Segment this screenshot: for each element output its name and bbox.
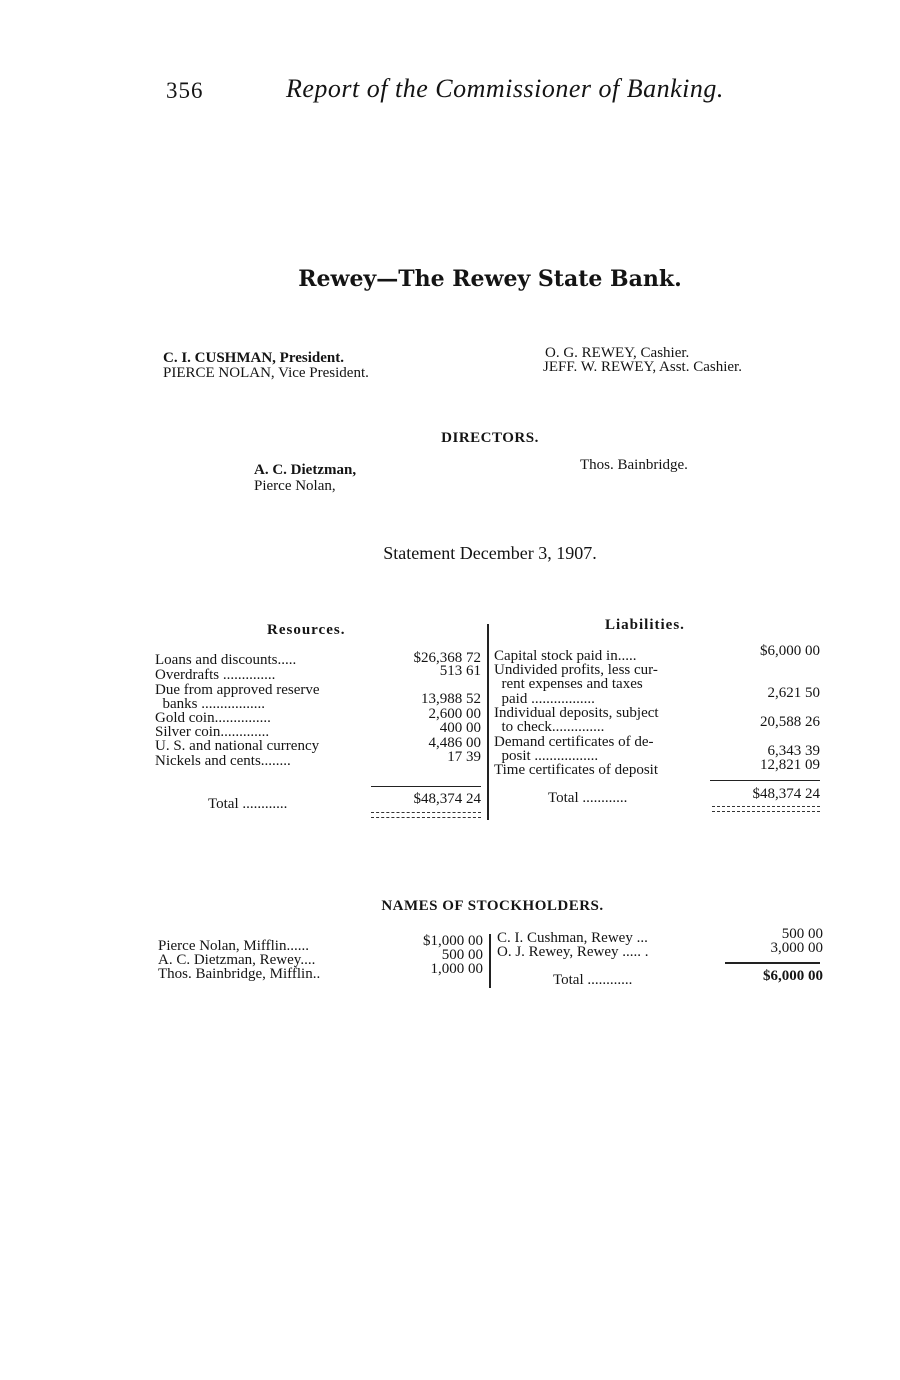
double-rule xyxy=(712,806,820,812)
resource-label: Due from approved reserve xyxy=(155,682,320,698)
officer-cashier: O. G. REWEY, Cashier. xyxy=(545,345,690,361)
liability-amount: 20,588 26 xyxy=(760,714,820,730)
stockholder-name: Thos. Bainbridge, Mifflin.. xyxy=(158,966,321,982)
liability-label: Demand certificates of de- xyxy=(494,734,654,750)
stockholder-name: A. C. Dietzman, Rewey.... xyxy=(158,952,316,968)
resource-label: banks ................. xyxy=(155,696,265,712)
bank-title: Rewey—The Rewey State Bank. xyxy=(298,266,682,292)
director-name: Pierce Nolan, xyxy=(254,478,336,494)
officer-asst-cashier: JEFF. W. REWEY, Asst. Cashier. xyxy=(543,359,742,375)
column-divider xyxy=(489,934,491,988)
resource-label: Overdrafts .............. xyxy=(155,667,276,683)
stockholder-amount: 500 00 xyxy=(441,947,483,963)
officer-vice-president: PIERCE NOLAN, Vice President. xyxy=(163,365,369,381)
officer-president: C. I. CUSHMAN, President. xyxy=(163,350,344,366)
liability-amount: 6,343 39 xyxy=(767,743,820,759)
sum-rule xyxy=(725,962,820,964)
liability-label: to check.............. xyxy=(494,719,605,735)
stockholder-amount: $1,000 00 xyxy=(423,933,483,949)
stockholders-heading: NAMES OF STOCKHOLDERS. xyxy=(381,898,604,914)
stockholder-name: O. J. Rewey, Rewey ..... . xyxy=(497,944,649,960)
liability-label: rent expenses and taxes xyxy=(494,676,643,692)
stockholder-name: Pierce Nolan, Mifflin...... xyxy=(158,938,309,954)
liability-label: Time certificates of deposit xyxy=(494,762,658,778)
liability-label: Undivided profits, less cur- xyxy=(494,662,658,678)
liabilities-heading: Liabilities. xyxy=(605,617,685,633)
liability-label: Individual deposits, subject xyxy=(494,705,659,721)
resource-amount: 13,988 52 xyxy=(421,691,481,707)
resource-amount: 513 61 xyxy=(439,663,481,679)
resource-label: U. S. and national currency xyxy=(155,738,320,754)
liabilities-total: $48,374 24 xyxy=(752,786,820,802)
running-title: Report of the Commissioner of Banking. xyxy=(286,74,724,103)
directors-heading: DIRECTORS. xyxy=(441,430,539,446)
resource-label: Loans and discounts..... xyxy=(155,652,297,668)
double-rule xyxy=(371,812,481,818)
resource-amount: 400 00 xyxy=(439,720,481,736)
resources-total: $48,374 24 xyxy=(413,791,481,807)
stockholder-amount: 3,000 00 xyxy=(770,940,823,956)
liability-amount: $6,000 00 xyxy=(760,643,820,659)
resource-amount: 17 39 xyxy=(447,749,481,765)
liability-label: paid ................. xyxy=(494,691,595,707)
column-divider xyxy=(487,624,489,820)
sum-rule xyxy=(371,786,481,787)
resources-total-label: Total ............ xyxy=(208,796,288,812)
resource-amount: 2,600 00 xyxy=(428,706,481,722)
stockholder-amount: 500 00 xyxy=(781,926,823,942)
liabilities-total-label: Total ............ xyxy=(548,790,628,806)
sum-rule xyxy=(710,780,820,781)
director-name: A. C. Dietzman, xyxy=(254,462,357,478)
liability-amount: 2,621 50 xyxy=(767,685,820,701)
page-number: 356 xyxy=(166,78,204,103)
stockholders-total: $6,000 00 xyxy=(763,968,823,984)
resource-amount: 4,486 00 xyxy=(428,735,481,751)
liability-label: Capital stock paid in..... xyxy=(494,648,637,664)
stockholder-name: C. I. Cushman, Rewey ... xyxy=(497,930,648,946)
liability-label: posit ................. xyxy=(494,748,599,764)
director-name: Thos. Bainbridge. xyxy=(580,457,688,473)
resources-heading: Resources. xyxy=(267,622,346,638)
stockholder-amount: 1,000 00 xyxy=(430,961,483,977)
resource-label: Gold coin............... xyxy=(155,710,271,726)
resource-amount: $26,368 72 xyxy=(413,650,481,666)
liability-amount: 12,821 09 xyxy=(760,757,820,773)
resource-label: Nickels and cents........ xyxy=(155,753,291,769)
statement-title: Statement December 3, 1907. xyxy=(383,543,597,563)
resource-label: Silver coin............. xyxy=(155,724,270,740)
stockholders-total-label: Total ............ xyxy=(553,972,633,988)
